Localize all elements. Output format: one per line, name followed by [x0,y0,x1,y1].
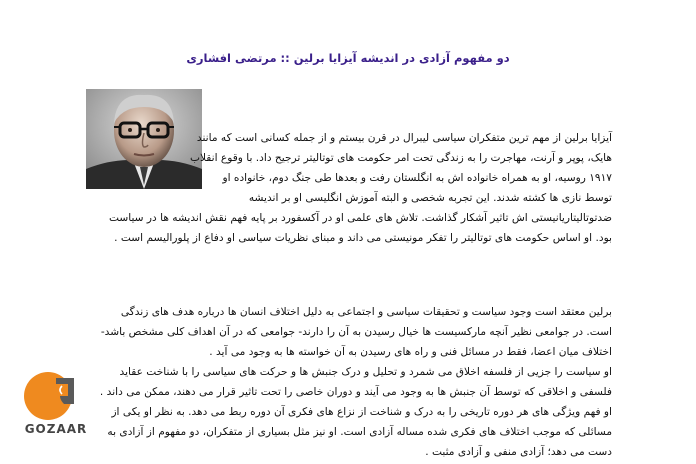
paragraph-2-line-7: مسائلی که موجب اختلاف های فکری شده مساله آزادی است. او نیز مثل بسیاری از متفکران، دو مفهوم از آزادی به [107,426,612,438]
gozaar-logo-mark [16,370,96,426]
gozaar-logo [16,370,96,440]
paragraph-2-line-5: فلسفی و اخلاقی که توسط آن جنبش ها به وجود می آیند و دوران خاصی را تحت تاثیر قرار می دهند، ممکن می داند . [99,386,612,398]
paragraph-2-line-4: او سیاست را جزیی از فلسفه اخلاق می شمرد و تحلیل و درک جنبش ها و حرکت های سیاسی را با شناخت عقاید [119,366,612,378]
paragraph-1-line-3: ۱۹۱۷ روسیه، او به همراه خانواده اش به انگلستان رفت و بعدها طی جنگ دوم، خانواده او [222,172,612,184]
paragraph-1-line-4: توسط نازی ها کشته شدند. این تجربه شخصی و البته آموزش انگلیسی او بر اندیشه [248,192,612,204]
article-title: دو مفهوم آزادی در اندیشه آیزایا برلین :: مرتضی افشاری [186,51,510,65]
author-portrait [86,89,202,189]
paragraph-1-line-6: بود. او اساس حکومت های توتالیتر را تفکر مونیستی می داند و مبنای نظریات سیاسی او دفاع از پلورالیسم است . [114,232,612,244]
paragraph-1-line-2: هایک، پوپر و آرنت، مهاجرت را به زندگی تحت امر حکومت های توتالیتر ترجیح داد. با وقوع انقلاب [190,152,612,164]
paragraph-2-line-6: او فهم ویژگی های هر دوره تاریخی را به درک و شناخت از نزاع های فکری آن دوره ربط می دهد. به نظر او یکی از [111,406,612,418]
gozaar-logo-text: GOZAAR [24,422,88,436]
paragraph-2-line-2: است. در جوامعی نظیر آنچه مارکسیست ها خیال رسیدن به آن را دارند- جوامعی که در آن اهداف کلی مشخص باشد- [100,326,612,338]
paragraph-2-line-8: دست می دهد؛ آزادی منفی و آزادی مثبت . [425,446,612,458]
paragraph-2-line-1: برلین معتقد است وجود سیاست و تحقیقات سیاسی و اجتماعی به دلیل اختلاف انسان ها درباره هدف های زندگی [120,306,612,318]
paragraph-1-line-5: ضدتوتالیتاریانیستی اش تاثیر آشکار گذاشت. تلاش های علمی او در آکسفورد بر پایه فهم نقش اندیشه ها در سیاست [108,212,612,224]
paragraph-2-line-3: اختلاف میان اعضا، فقط در مسائل فنی و راه های رسیدن به آن خواسته ها به وجود می آید . [209,346,612,358]
paragraph-1-line-1: آیزایا برلین از مهم ترین متفکران سیاسی لیبرال در قرن بیستم و از جمله کسانی است که مانند [196,132,612,144]
portrait-image [86,89,202,189]
